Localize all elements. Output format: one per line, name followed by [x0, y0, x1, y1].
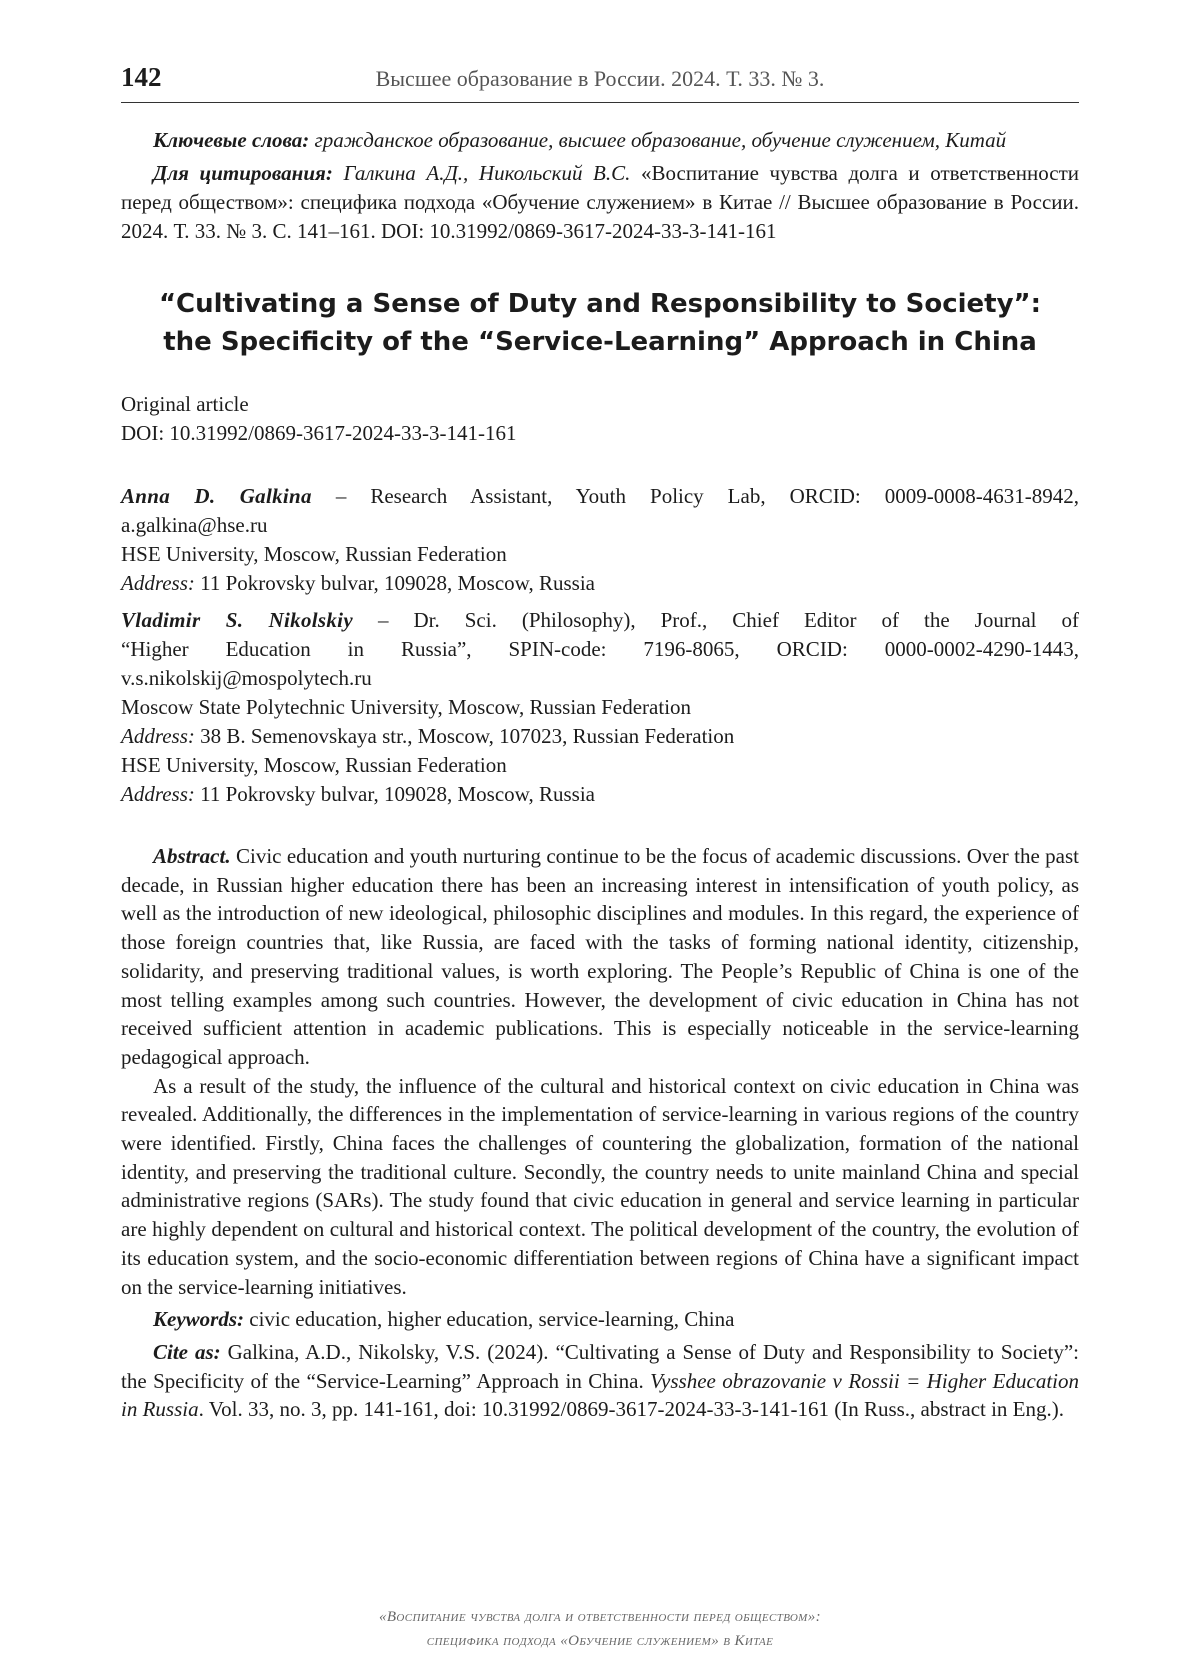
en-keywords-label: Keywords: — [153, 1307, 244, 1332]
author-2-address-2 — [121, 780, 1079, 809]
author-2-line — [121, 606, 1079, 635]
author-1-name: Anna D. Galkina — [121, 484, 312, 508]
author-1-role: – Research Assistant, Youth Policy Lab, ORCID: 0009-0008-4631-8942, — [311, 484, 1079, 508]
author-2-role-2: “Higher Education in Russia”, SPIN-code: 7196-8065, ORCID: 0000-0002-4290-1443, — [121, 637, 1079, 661]
title-line-1: “Cultivating a Sense of Duty and Responsibility to Society”: — [158, 289, 1042, 319]
ru-citation-authors: Галкина А.Д., Никольский В.С. — [343, 161, 631, 185]
en-citation-journal: Vysshee obrazovanie v Rossii = Higher Education in Russia — [121, 1368, 1079, 1422]
article-type: Original article — [121, 392, 249, 416]
author-2-email: v.s.nikolskij@mospolytech.ru — [121, 666, 372, 690]
russian-metadata — [121, 126, 1079, 250]
author-nikolskiy — [121, 606, 1079, 809]
author-2-address-text-1: 38 B. Semenovskaya str., Moscow, 107023, Russian Federation — [194, 724, 735, 748]
ru-keywords — [121, 126, 1079, 155]
ru-keywords-label: Ключевые слова: — [153, 128, 310, 152]
author-2-address-1 — [121, 722, 1079, 751]
ru-keywords-text: гражданское образование, высшее образование, обучение служением, Китай — [314, 128, 1007, 152]
author-2-address-label-2: Address: — [121, 782, 195, 806]
en-citation-label: Cite as: — [153, 1339, 221, 1364]
abstract-label: Abstract. — [153, 844, 231, 868]
author-1-line — [121, 482, 1079, 511]
author-1-email: a.galkina@hse.ru — [121, 513, 268, 537]
running-footer — [121, 1605, 1079, 1653]
footer-line-2: специфика подхода «Обучение служением» в Китае — [426, 1633, 774, 1649]
en-citation-part-2: . Vol. 33, no. 3, pp. 141-161, doi: 10.31992/0869-3617-2024-33-3-141-161 (In Russ., abstract in Eng.). — [198, 1397, 1065, 1422]
page-number: 142 — [121, 62, 162, 92]
author-2-address-label-1: Address: — [121, 724, 195, 748]
author-2-name: Vladimir S. Nikolskiy — [121, 608, 353, 632]
abstract-text-1: Civic education and youth nurturing continue to be the focus of academic discussions. Over the past decade, in Russian higher education there has been an increasing interest in intensification of youth policy, as well as the introduction of new ideological, philosophic disciplines and modules. In this regard, the experience of those foreign countries that, like Russia, are faced with the tasks of forming national identity, citizenship, solidarity, and preserving traditional values, is worth exploring. The People’s Republic of China is one of the most telling examples among such countries. However, the development of civic education in China has not received sufficient attention in academic publications. This is especially noticeable in the service-learning pedagogical approach. — [121, 844, 1079, 1069]
en-citation — [121, 1338, 1079, 1424]
authors — [121, 482, 1079, 817]
ru-citation-text: «Воспитание чувства долга и ответственности перед обществом»: специфика подхода «Обучение служением» в Китае // Высшее образование в России. 2024. Т. 33. № 3. С. 141–161. DOI: 10.31992/0869-3617-2024-33-3-141-161 — [121, 161, 1080, 243]
author-2-affiliation-1: Moscow State Polytechnic University, Moscow, Russian Federation — [121, 695, 692, 719]
en-keywords — [121, 1305, 1079, 1334]
abstract-paragraph-1 — [121, 842, 1079, 1072]
journal-name: Высшее образование в России. 2024. Т. 33. № 3. — [375, 66, 825, 91]
author-galkina — [121, 482, 1079, 598]
author-2-role-1: – Dr. Sci. (Philosophy), Prof., Chief Editor of the Journal of — [352, 608, 1079, 632]
article-meta — [121, 390, 516, 448]
abstract-paragraph-2: As a result of the study, the influence of the cultural and historical context on civic education in China was revealed. Additionally, the differences in the implementation of service-learning in various regions of the country were identified. Firstly, China faces the challenges of countering the globalization, formation of the national identity, and preserving the traditional culture. Secondly, the country needs to unite mainland China and special administrative regions (SARs). The study found that civic education in general and service learning in particular are highly dependent on cultural and historical context. The political development of the country, the evolution of its education system, and the socio-economic differentiation between regions of China have a significant impact on the service-learning initiatives. — [121, 1073, 1079, 1299]
author-1-affiliation: HSE University, Moscow, Russian Federation — [121, 542, 507, 566]
ru-citation-label: Для цитирования: — [153, 161, 333, 185]
title-line-2: the Specificity of the “Service-Learning” Approach in China — [163, 327, 1037, 357]
author-2-address-text-2: 11 Pokrovsky bulvar, 109028, Moscow, Russia — [194, 782, 595, 806]
author-1-address — [121, 569, 1079, 598]
footer-line-1: «Воспитание чувства долга и ответственности перед обществом»: — [378, 1609, 822, 1625]
article-title — [121, 285, 1079, 361]
abstract — [121, 842, 1079, 1424]
en-citation-part-1: Galkina, A.D., Nikolsky, V.S. (2024). “Cultivating a Sense of Duty and Responsibility to Society”: the Specificity of the “Service-Learning” Approach in China. — [121, 1339, 1079, 1393]
article-doi: DOI: 10.31992/0869-3617-2024-33-3-141-161 — [121, 421, 517, 445]
en-keywords-text: civic education, higher education, service-learning, China — [244, 1307, 735, 1332]
running-header — [121, 60, 1079, 103]
author-2-affiliation-2: HSE University, Moscow, Russian Federation — [121, 753, 507, 777]
author-1-address-label: Address: — [121, 571, 195, 595]
author-1-address-text: 11 Pokrovsky bulvar, 109028, Moscow, Russia — [194, 571, 595, 595]
ru-citation — [121, 159, 1079, 246]
